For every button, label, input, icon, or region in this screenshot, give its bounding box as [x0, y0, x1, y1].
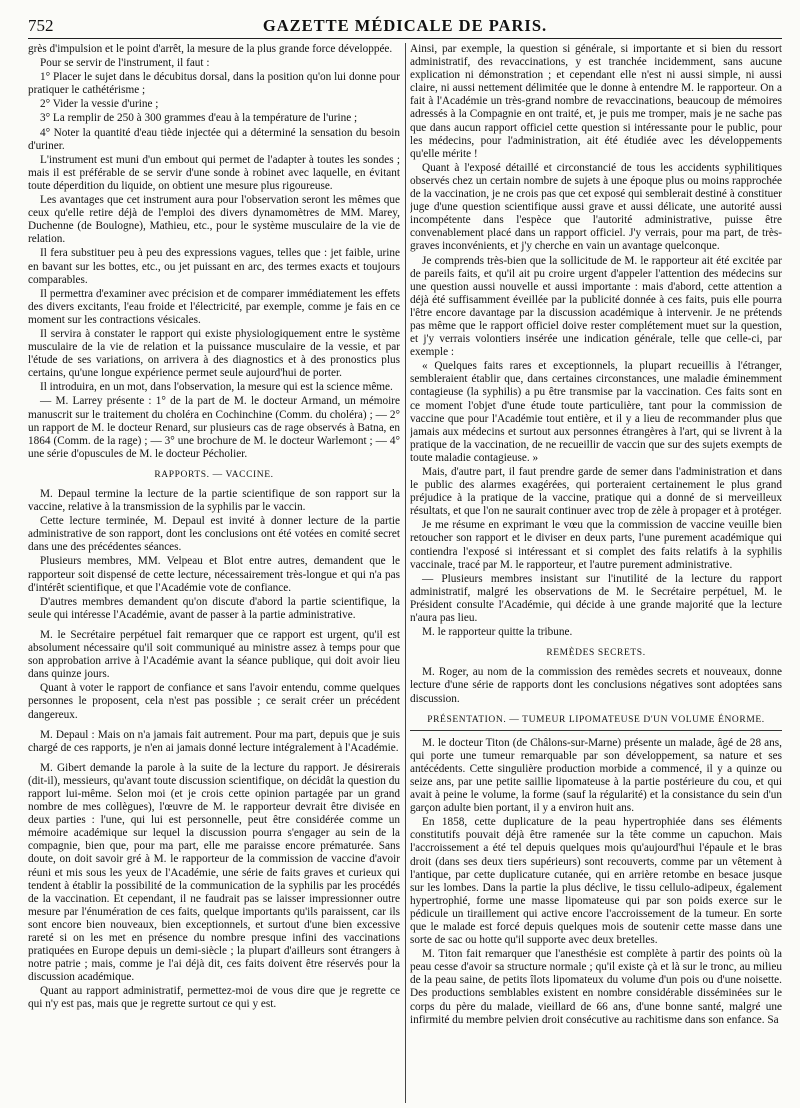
paragraph: — Plusieurs membres insistant sur l'inutilité de la lecture du rapport administratif, malgré les observations de M. le Secrétaire perpétuel, M. le Président consulte l'Académie, qui décide à une grande majorité que la lecture n'aura pas lieu. — [410, 572, 782, 625]
section-heading: REMÈDES SECRETS. — [546, 648, 646, 659]
paragraph: Quant à voter le rapport de confiance et sans l'avoir entendu, comme quelques personnes le proposent, cela n'est pas possible ; ce serait créer un précédent dangereux. — [28, 682, 400, 721]
paragraph: M. le docteur Titon (de Châlons-sur-Marne) présente un malade, âgé de 28 ans, qui porte une tumeur remarquable par son développement, sa nature et ses antécédents. Cette singulière production morbide a commencé, il y a quinze ou seize ans, par une petite saillie lipomateuse à la partie postérieure du cou, et qui avait à peine le volume, la forme (sauf la régularité) et la consistance du sein d'un garçon adulte bien portant, il y a environ huit ans. — [410, 736, 782, 815]
paragraph: Ainsi, par exemple, la question si générale, si importante et si bien du ressort administratif, des revaccinations, y est tranchée incidemment, sans aucune explication ni démonstration ; et cependant elle n'est ni aussi simple, ni aussi claire, ni aussi nettement délimitée que le donne à entendre M. le rapporteur. On a fait à l'Académie un très-grand nombre de revaccinations, beaucoup de mémoires adressés à la Compagnie en ont traité, et, je puis me tromper, mais je ne sache pas que dans aucun rapport officiel cette question si intéressante pour le public, pour les médecins, pour l'administration, ait été étudiée avec les développements qu'elle mérite ! — [410, 43, 782, 160]
paragraph: Il permettra d'examiner avec précision et de comparer immédiatement les effets des divers excitants, l'eau froide et l'électricité, par exemple, comme je fais en ce moment sur les contractions vésicales. — [28, 287, 400, 326]
paragraph: Plusieurs membres, MM. Velpeau et Blot entre autres, demandent que le rapporteur soit dispensé de cette lecture, nécessairement très-longue et qui n'a pas d'intérêt scientifique, et que l'Académie vote de confiance. — [28, 555, 400, 594]
paragraph: Pour se servir de l'instrument, il faut : — [40, 57, 210, 70]
paragraph: Il fera substituer peu à peu des expressions vagues, telles que : jet faible, urine en bavant sur les bottes, etc., ou jet puissant en arc, des termes exacts et toujours comparables. — [28, 247, 400, 286]
paragraph: M. le rapporteur quitte la tribune. — [422, 626, 573, 639]
paragraph: Les avantages que cet instrument aura pour l'observation seront les mêmes que ceux qu'elle retire déjà de l'emploi des divers dynamomètres de MM. Marey, Duchenne (de Boulogne), Mathieu, etc., pour le système musculaire de la vie de relation. — [28, 194, 400, 246]
paragraph: Il introduira, en un mot, dans l'observation, la mesure qui est la science même. — [40, 381, 393, 394]
list-item: 2° Vider la vessie d'urine ; — [40, 98, 159, 111]
left-column — [28, 43, 400, 1103]
paragraph: Je me résume en exprimant le vœu que la commission de vaccine veuille bien retoucher son rapport et le diviser en deux parts, l'une purement académique qui contiendra l'exposé si intéressant et si complet des faits relatifs à la syphilis vaccinale, tracé par M. le rapporteur, et l'autre purement administrative. — [410, 519, 782, 571]
paragraph: Quant à l'exposé détaillé et circonstancié de tous les accidents syphilitiques observés chez un certain nombre de sujets à une époque plus ou moins rapprochée de la vaccination, je ne crois pas que cet exposé qui semblerait destiné à constituer juge d'une question scientifique aussi grave et aussi délicate, une autorité aussi incompétente dans l'espèce que l'autorité administrative, puisse être convenablement placé dans un rapport officiel. J'y verrais, pour ma part, de très-graves inconvénients, et j'y cherche en vain un avantage quelconque. — [410, 161, 782, 253]
paragraph: M. Depaul termine la lecture de la partie scientifique de son rapport sur la vaccine, relative à la transmission de la syphilis par le vaccin. — [28, 488, 400, 514]
paragraph: Je comprends très-bien que la sollicitude de M. le rapporteur ait été excitée par de pareils faits, et qu'il ait pu croire urgent d'appeler l'attention des médecins sur une question aussi nouvelle et aussi importante : mais d'abord, cette attention a déjà été suffisamment éveillée par la publicité donnée à ces faits, puis elle pourra l'être encore davantage par la discussion académique à intervenir. Je ne prétends pas même que le rapport officiel doive rester complétement muet sur la question, et j'y verrais volontiers insérée une indication générale, telle que celle-ci, par exemple : — [410, 254, 782, 359]
page-header — [28, 14, 782, 39]
paragraph: Quant au rapport administratif, permettez-moi de vous dire que je regrette ce qui n'y est pas, mais que je regrette surtout ce qui y est. — [28, 985, 400, 1011]
paragraph: M. Gibert demande la parole à la suite de la lecture du rapport. Je désirerais (dit-il), messieurs, qu'avant toute discussion scientifique, on décidât la question du rapport lui-même. Selon moi (et je crois cette opinion partagée par un grand nombre de mes collègues), l'œuvre de M. le rapporteur devrait être divisée en deux parties : l'une, qui lui est personnelle, peut être considérée comme un mémoire académique sur lequel la discussion pourra s'engager au sein de la compagnie, bien que, pour ma part, elle me paraisse encore prématurée. Sans doute, on doit savoir gré à M. le rapporteur de la commission de vaccine d'avoir réuni et mis sous les yeux de l'Académie, une série de faits graves et curieux qui tendent à établir la possibilité de la communication de la syphilis par les procédés de la vaccination. Et cependant, il ne faudrait pas se laisser impressionner outre mesure par l'énumération de ces faits, quelque importants qu'ils paraissent, car ils sont encore bien nouveaux, bien exceptionnels, et surtout d'une bien excessive rareté si on les met en présence du nombre presque infini des vaccinations pratiquées en Europe depuis un demi-siècle ; la plupart d'ailleurs sont étrangers à notre patrie ; mais, comme je l'ai déjà dit, ces faits doivent être réservés pour la discussion académique. — [28, 761, 400, 984]
column-divider — [405, 43, 406, 1103]
list-item: 1° Placer le sujet dans le décubitus dorsal, dans la position qu'on lui donne pour pratiquer le cathétérisme ; — [28, 71, 400, 97]
quote-paragraph: « Quelques faits rares et exceptionnels, la plupart recueillis à l'étranger, sembleraient établir que, dans certaines circonstances, une maladie éminemment contagieuse (la syphilis) a pu être transmise par la vaccination. Ces faits sont en ce moment l'objet d'une étude toute particulière, tant pour la commission de vaccine que pour l'Académie tout entière, et il y a lieu de recommander plus que jamais aux médecins et surtout aux personnes étrangères à l'art, qui se livrent à la pratique de la vaccination, de ne recueillir de vaccin que sur des sujets exempts de toute maladie contagieuse. » — [410, 360, 782, 464]
page-number: 752 — [28, 16, 54, 35]
paragraph: M. Roger, au nom de la commission des remèdes secrets et nouveaux, donne lecture d'une série de rapports dont les conclusions négatives sont adoptées sans discussion. — [410, 666, 782, 705]
paragraph: Cette lecture terminée, M. Depaul est invité à donner lecture de la partie administrative de son rapport, dont les conclusions ont été votées en comité secret dans une des précédentes séances. — [28, 515, 400, 554]
paragraph: D'autres membres demandent qu'on discute d'abord la partie scientifique, la seule qui intéresse l'Académie, avant de passer à la partie administrative. — [28, 595, 400, 621]
list-item: 4° Noter la quantité d'eau tiède injectée qui a déterminé la sensation du besoin d'uriner. — [28, 126, 400, 152]
paragraph: Il servira à constater le rapport qui existe physiologiquement entre le système musculaire de la vie de relation et la puissance musculaire de la vessie, et par l'étude de ses variations, on arrivera à des diagnostics et à des pronostics plus certains, qu'une longue expérience permet seule aujourd'hui de porter. — [28, 327, 400, 380]
paragraph: M. le Secrétaire perpétuel fait remarquer que ce rapport est urgent, qu'il est absolument nécessaire qu'il soit communiqué au ministre assez à temps pour que son approbation arrive à l'Académie avant la séance publique, qui doit avoir lieu dans quinze jours. — [28, 628, 400, 681]
section-heading: RAPPORTS. — VACCINE. — [154, 469, 274, 480]
columns — [28, 43, 782, 1103]
list-item: 3° La remplir de 250 à 300 grammes d'eau à la température de l'urine ; — [40, 112, 358, 125]
paragraph: En 1858, cette duplicature de la peau hypertrophiée dans ses éléments constitutifs pouvait déjà être ramenée sur la tête comme un capuchon. Mais l'accroissement a été tel depuis quelques mois qu'aujourd'hui l'épaule et le bras droit (dans ses deux tiers supérieurs) sont recouverts, comme par un vêtement à l'antique, par cette duplicature cutanée, qui en arrière retombe en besace jusque sur les lombes. Dans la partie la plus déclive, le tissu cellulo-adipeux, également hypertrophié, forme une masse lipomateuse qui par son poids exerce sur le pédicule un tiraillement qui active encore l'accroissement de la tumeur. En sorte que le malade est forcé depuis quelques mois de soutenir cette masse dans une sorte de sac ou hotte qu'il supporte avec deux bretelles. — [410, 816, 782, 947]
paragraph: — M. Larrey présente : 1° de la part de M. le docteur Armand, un mémoire manuscrit sur le traitement du choléra en Cochinchine (Comm. du choléra) ; — 2° un rapport de M. le docteur Renard, sur plusieurs cas de rage observés à Batna, en 1864 (Comm. de la rage) ; — 3° une brochure de M. le docteur Warlemont ; — 4° une série d'opuscules de M. le docteur Pécholier. — [28, 395, 400, 460]
paragraph: M. Depaul : Mais on n'a jamais fait autrement. Pour ma part, depuis que je suis chargé de ces rapports, je n'en ai jamais donné lecture intégralement à l'Académie. — [28, 728, 400, 754]
paragraph: Mais, d'autre part, il faut prendre garde de semer dans l'administration et dans le public des alarmes exagérées, qui porteraient certainement le plus grand préjudice à la pratique de la vaccine, pratique qui a donné de si merveilleux résultats, et que l'on ne saurait continuer avec trop de zèle à propager et à protéger. — [410, 466, 782, 518]
right-column — [410, 43, 782, 1103]
paragraph: M. Titon fait remarquer que l'anesthésie est complète à partir des points où la peau cesse d'avoir sa structure normale ; qu'il existe çà et là sur le tronc, au milieu de la peau saine, de petits îlots lipomateux du volume d'un pois ou d'une noisette. Des productions semblables existent en nombre considérable disséminées sur le corps du père du malade, vieillard de 66 ans, d'une bonne santé, malgré une infirmité du membre pelvien droit consécutive au rachitisme dans son enfance. Sa — [410, 948, 782, 1026]
section-heading: PRÉSENTATION. — TUMEUR LIPOMATEUSE D'UN VOLUME ÉNORME. — [410, 714, 782, 731]
paragraph: grès d'impulsion et le point d'arrêt, la mesure de la plus grande force développée. — [28, 43, 393, 55]
paragraph: L'instrument est muni d'un embout qui permet de l'adapter à toutes les sondes ; mais il est préférable de se servir d'une sonde à robinet avec laquelle, en évitant toute déperdition du liquide, on obtient une mesure plus rigoureuse. — [28, 153, 400, 192]
journal-title: GAZETTE MÉDICALE DE PARIS. — [262, 16, 548, 35]
